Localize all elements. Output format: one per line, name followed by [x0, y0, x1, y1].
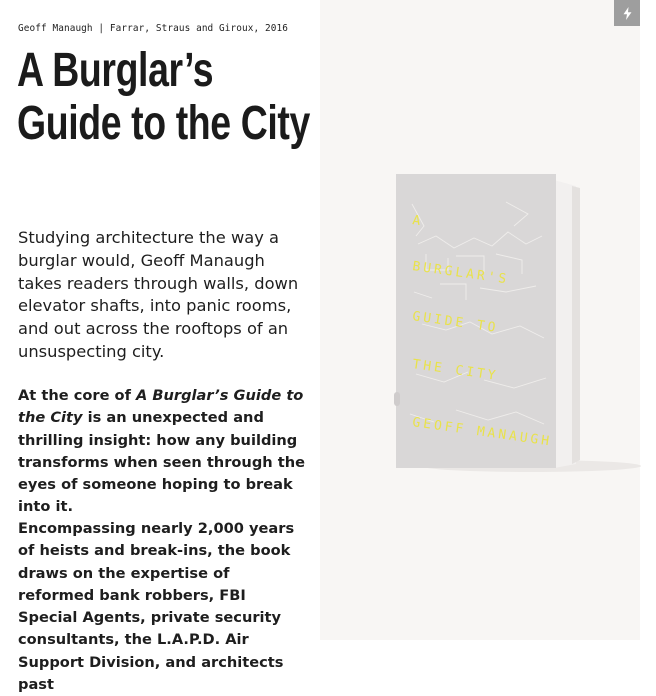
- book-cover-panel: [320, 0, 640, 640]
- author-publisher-line: Geoff Manaugh | Farrar, Straus and Giroux, 2016: [18, 23, 288, 34]
- lightning-button[interactable]: [614, 0, 640, 26]
- book-title: A Burglar’s Guide to the City: [17, 44, 310, 150]
- cover-line-3: GUIDE TO: [411, 309, 500, 337]
- cover-line-2: BURGLAR'S: [411, 259, 511, 288]
- book-intro: Studying architecture the way a burglar would, Geoff Manaugh takes readers through walls, down elevator shafts, into panic rooms, and out across the rooftops of an unsuspecting city.: [18, 228, 299, 361]
- book-cover-image: [396, 174, 656, 474]
- cover-line-4: THE CITY: [411, 357, 500, 385]
- core-paragraph-title: A Burglar’s Guide to the City: [18, 387, 304, 427]
- core-paragraph: [18, 385, 310, 519]
- core-paragraph-after: is an unexpected and thrilling insight: how any building transforms when seen through the eyes of someone hoping to break into it.: [18, 409, 305, 516]
- core-paragraph-before: At the core of: [18, 387, 137, 404]
- book-edge-tab: [394, 392, 400, 406]
- lightning-bolt-icon: [623, 7, 632, 20]
- heists-paragraph: Encompassing nearly 2,000 years of heists and break-ins, the book draws on the expertise of reformed bank robbers, FBI Special Agents, private security consultants, the L.A.P.D. Air Support Division, and architects past: [18, 520, 295, 694]
- book-back-shade: [572, 186, 580, 464]
- book-info-panel: [0, 0, 320, 694]
- cover-line-5: GEOFF MANAUGH: [411, 415, 553, 450]
- cover-line-1: A: [411, 213, 425, 230]
